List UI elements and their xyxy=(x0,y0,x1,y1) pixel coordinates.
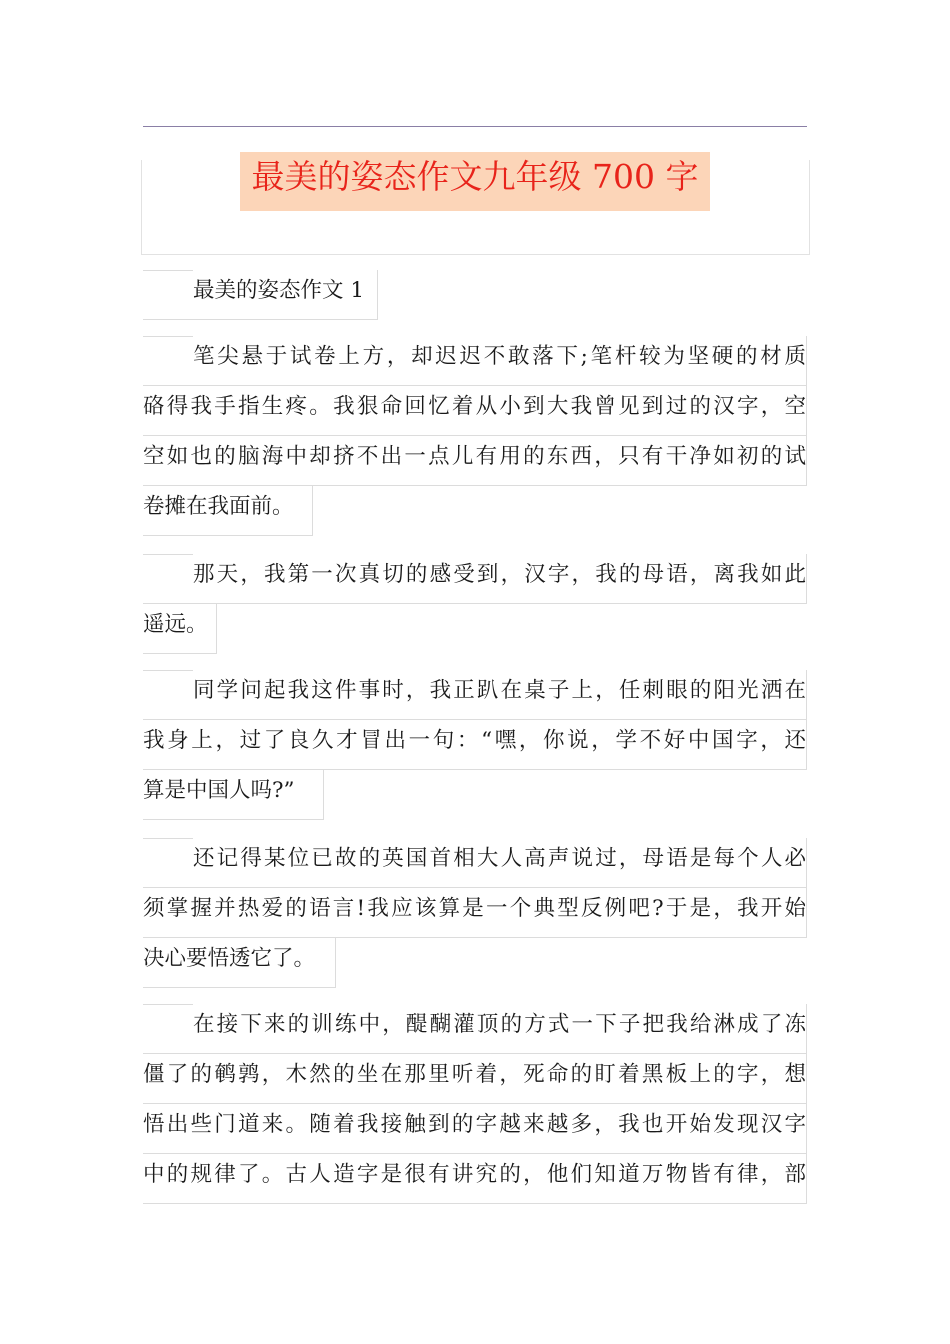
paragraph-line: 遥远。 xyxy=(143,604,217,654)
paragraph-line: 决心要悟透它了。 xyxy=(143,938,336,988)
paragraph-line xyxy=(143,1004,807,1054)
paragraph-line: 僵了的鹌鹑，木然的坐在那里听着，死命的盯着黑板上的字，想 xyxy=(143,1054,807,1104)
indent-marker xyxy=(143,838,193,888)
line-text: 同学问起我这件事时，我正趴在桌子上，任刺眼的阳光洒在 xyxy=(193,678,806,703)
paragraph-line: 算是中国人吗?” xyxy=(143,770,324,820)
indent-marker xyxy=(143,1004,193,1054)
top-rule xyxy=(143,126,807,127)
indent-marker xyxy=(143,270,193,320)
line-text: 笔尖悬于试卷上方，却迟迟不敢落下;笔杆较为坚硬的材质 xyxy=(193,344,806,369)
section-heading-text: 最美的姿态作文 1 xyxy=(193,278,365,303)
paragraph-line: 我身上，过了良久才冒出一句：“嘿，你说，学不好中国字，还 xyxy=(143,720,807,770)
paragraph-line xyxy=(143,554,807,604)
paragraph-line: 空如也的脑海中却挤不出一点儿有用的东西，只有干净如初的试 xyxy=(143,436,807,486)
line-text: 还记得某位已故的英国首相大人高声说过，母语是每个人必 xyxy=(193,846,806,871)
paragraph-line: 卷摊在我面前。 xyxy=(143,486,313,536)
paragraph-line xyxy=(143,838,807,888)
paragraph-line: 中的规律了。古人造字是很有讲究的，他们知道万物皆有律，部 xyxy=(143,1154,807,1204)
indent-marker xyxy=(143,554,193,604)
indent-marker xyxy=(143,336,193,386)
paragraph-line: 须掌握并热爱的语言!我应该算是一个典型反例吧?于是，我开始 xyxy=(143,888,807,938)
paragraph-line: 硌得我手指生疼。我狠命回忆着从小到大我曾见到过的汉字，空 xyxy=(143,386,807,436)
document-title: 最美的姿态作文九年级 700 字 xyxy=(240,152,710,211)
line-text: 那天，我第一次真切的感受到，汉字，我的母语，离我如此 xyxy=(193,562,806,587)
section-heading xyxy=(143,270,378,320)
line-text: 在接下来的训练中，醍醐灌顶的方式一下子把我给淋成了冻 xyxy=(193,1012,806,1037)
indent-marker xyxy=(143,670,193,720)
paragraph-line xyxy=(143,670,807,720)
paragraph-line xyxy=(143,336,807,386)
paragraph-line: 悟出些门道来。随着我接触到的字越来越多，我也开始发现汉字 xyxy=(143,1104,807,1154)
